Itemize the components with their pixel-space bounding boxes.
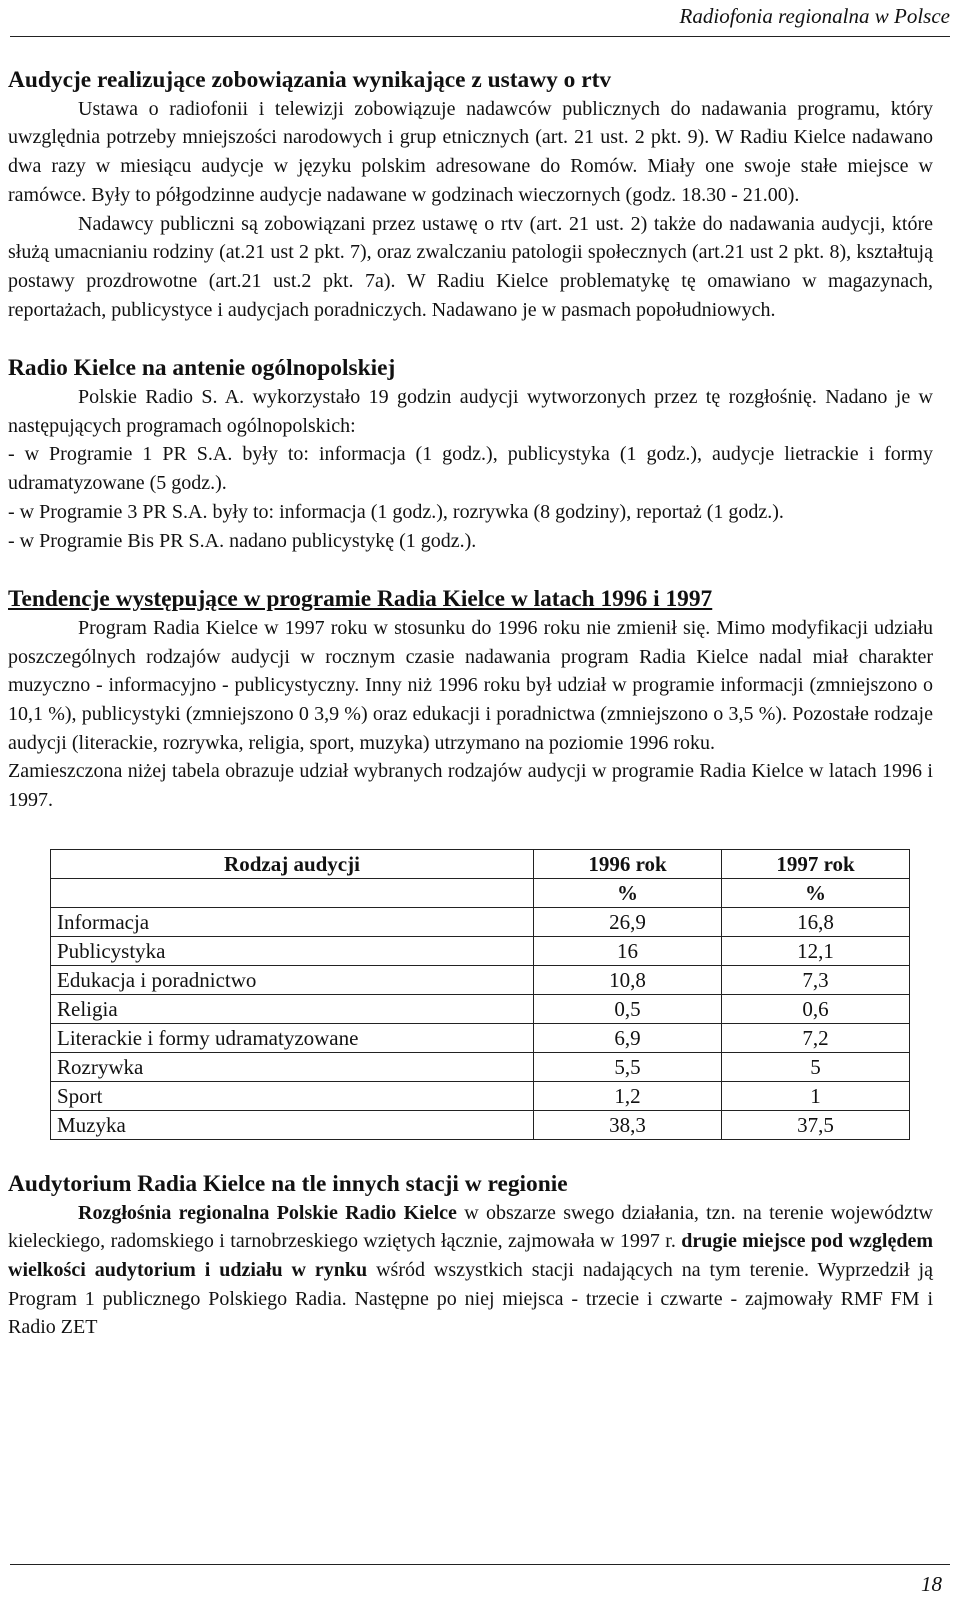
section-title-obligations: Audycje realizujące zobowiązania wynikające z ustawy o rtv [8,67,612,93]
table-row [51,1110,910,1139]
table-row [51,994,910,1023]
row-label: Rozrywka [51,1052,534,1081]
section-title-trends: Tendencje występujące w programie Radia Kielce w latach 1996 i 1997 [8,586,713,613]
row-value-1996: 16 [534,936,722,965]
obligations-paragraph-2: Nadawcy publiczni są zobowiązani przez ustawę o rtv (art. 21 ust. 2) także do nadawania audycji, które służą umacnianiu rodziny (at.21 ust 2 pkt. 7), oraz zwalczaniu patologii społecznych (art.21 ust 2 pkt. 8), kształtują postawy prozdrowotne (art.21 ust.2 pkt. 7a). W Radiu Kielce problematykę tę omawiano w magazynach, reportażach, publicystyce i audycjach poradniczych. Nadawano je w pasmach popołudniowych. [8,212,933,321]
row-value-1996: 0,5 [534,994,722,1023]
row-value-1996: 1,2 [534,1081,722,1110]
row-label: Sport [51,1081,534,1110]
spacer [8,555,933,585]
row-value-1996: 5,5 [534,1052,722,1081]
table-header-type: Rodzaj audycji [51,849,534,878]
running-header: Radiofonia regionalna w Polsce [679,4,950,28]
row-value-1996: 38,3 [534,1110,722,1139]
row-value-1997: 0,6 [722,994,910,1023]
row-value-1996: 26,9 [534,907,722,936]
row-value-1996: 10,8 [534,965,722,994]
row-label: Publicystyka [51,936,534,965]
table-header-1996: 1996 rok [534,849,722,878]
row-value-1997: 7,2 [722,1023,910,1052]
national-line-program-bis: - w Programie Bis PR S.A. nadano publicystykę (1 godz.). [8,529,477,552]
header-rule [10,36,950,37]
spacer [8,1140,933,1170]
audience-text-a: w obszarze swego działania, tzn. na terenie województw kieleckiego, radomskiego i tarnobrzeskiego wziętych łącznie, zajmowała w 1997 r. [8,1201,933,1253]
row-label: Edukacja i poradnictwo [51,965,534,994]
table-row [51,907,910,936]
trends-paragraph-2: Zamieszczona niżej tabela obrazuje udział wybranych rodzajów audycji w programie Radia Kielce w latach 1996 i 1997. [8,760,933,812]
national-line-program-1: - w Programie 1 PR S.A. były to: informacja (1 godz.), publicystyka (1 godz.), audycje lietrackie i formy udramatyzowane (5 godz.). [8,443,933,495]
audience-bold-lead: Rozgłośnia regionalna Polskie Radio Kielce [78,1201,457,1224]
spacer [8,324,933,354]
table-row [51,1052,910,1081]
row-value-1997: 5 [722,1052,910,1081]
audience-paragraph [8,1199,933,1343]
page-number: 18 [921,1572,942,1596]
row-label: Informacja [51,907,534,936]
audience-bold-mid: drugie miejsce pod względem wielkości audytorium i udziału w rynku [8,1230,933,1281]
table-unit-empty [51,878,534,907]
obligations-paragraph-1: Ustawa o radiofonii i telewizji zobowiązuje nadawców publicznych do nadawania programu, który uwzględnia potrzeby mniejszości narodowych i grup etnicznych (art. 21 ust. 2 pkt. 9). W Radiu Kielce nadawano dwa razy w miesiącu audycje w języku polskim adresowane do Romów. Miały one swoje stałe miejsce w ramówce. Były to półgodzinne audycje nadawane w godzinach wieczornych (godz. 18.30 - 21.00). [8,97,933,206]
trends-paragraph-1: Program Radia Kielce w 1997 roku w stosunku do 1996 roku nie zmienił się. Mimo modyfikacji udziału poszczególnych rodzajów audycji w rocznym czasie nadawania program Radia Kielce nadal miał charakter muzyczno - informacyjno - publicystyczny. Inny niż 1996 roku był udział w programie informacji (zmniejszono o 10,1 %), publicystyki (zmniejszono 0 3,9 %) oraz edukacji i poradnictwa (zmniejszono o 3,5 %). Pozostałe rodzaje audycji (literackie, rozrywka, religia, sport, muzyka) utrzymano na poziomie 1996 roku. [8,616,933,754]
row-value-1996: 6,9 [534,1023,722,1052]
national-line-program-3: - w Programie 3 PR S.A. były to: informacja (1 godz.), rozrywka (8 godziny), reportaż (1 godz.). [8,500,784,523]
table-unit-1996: % [534,878,722,907]
section-title-national: Radio Kielce na antenie ogólnopolskiej [8,355,396,382]
audience-text-b: wśród wszystkich stacji nadających na tym terenie. Wyprzedził ją Program 1 publicznego Polskiego Radia. Następne po niej miejsca - trzecie i czwarte - zajmowały RMF FM i Radio ZET [8,1258,933,1339]
national-paragraph-1: Polskie Radio S. A. wykorzystało 19 godzin audycji wytworzonych przez tę rozgłośnię. Nadano je w następujących programach ogólnopolskich: [8,386,933,437]
table-row [51,1081,910,1110]
row-label: Religia [51,994,534,1023]
table-header-row [51,849,910,878]
row-label: Muzyka [51,1110,534,1139]
page-content [8,66,933,1342]
table-header-1997: 1997 rok [722,849,910,878]
table-row [51,1023,910,1052]
row-value-1997: 1 [722,1081,910,1110]
table-row [51,965,910,994]
table-unit-row [51,878,910,907]
section-title-audience: Audytorium Radia Kielce na tle innych stacji w regionie [8,1170,568,1197]
row-value-1997: 7,3 [722,965,910,994]
row-label: Literackie i formy udramatyzowane [51,1023,534,1052]
program-share-table [50,849,910,1140]
row-value-1997: 37,5 [722,1110,910,1139]
table-unit-1997: % [722,878,910,907]
row-value-1997: 16,8 [722,907,910,936]
row-value-1997: 12,1 [722,936,910,965]
footer-rule [10,1564,950,1565]
table-row [51,936,910,965]
